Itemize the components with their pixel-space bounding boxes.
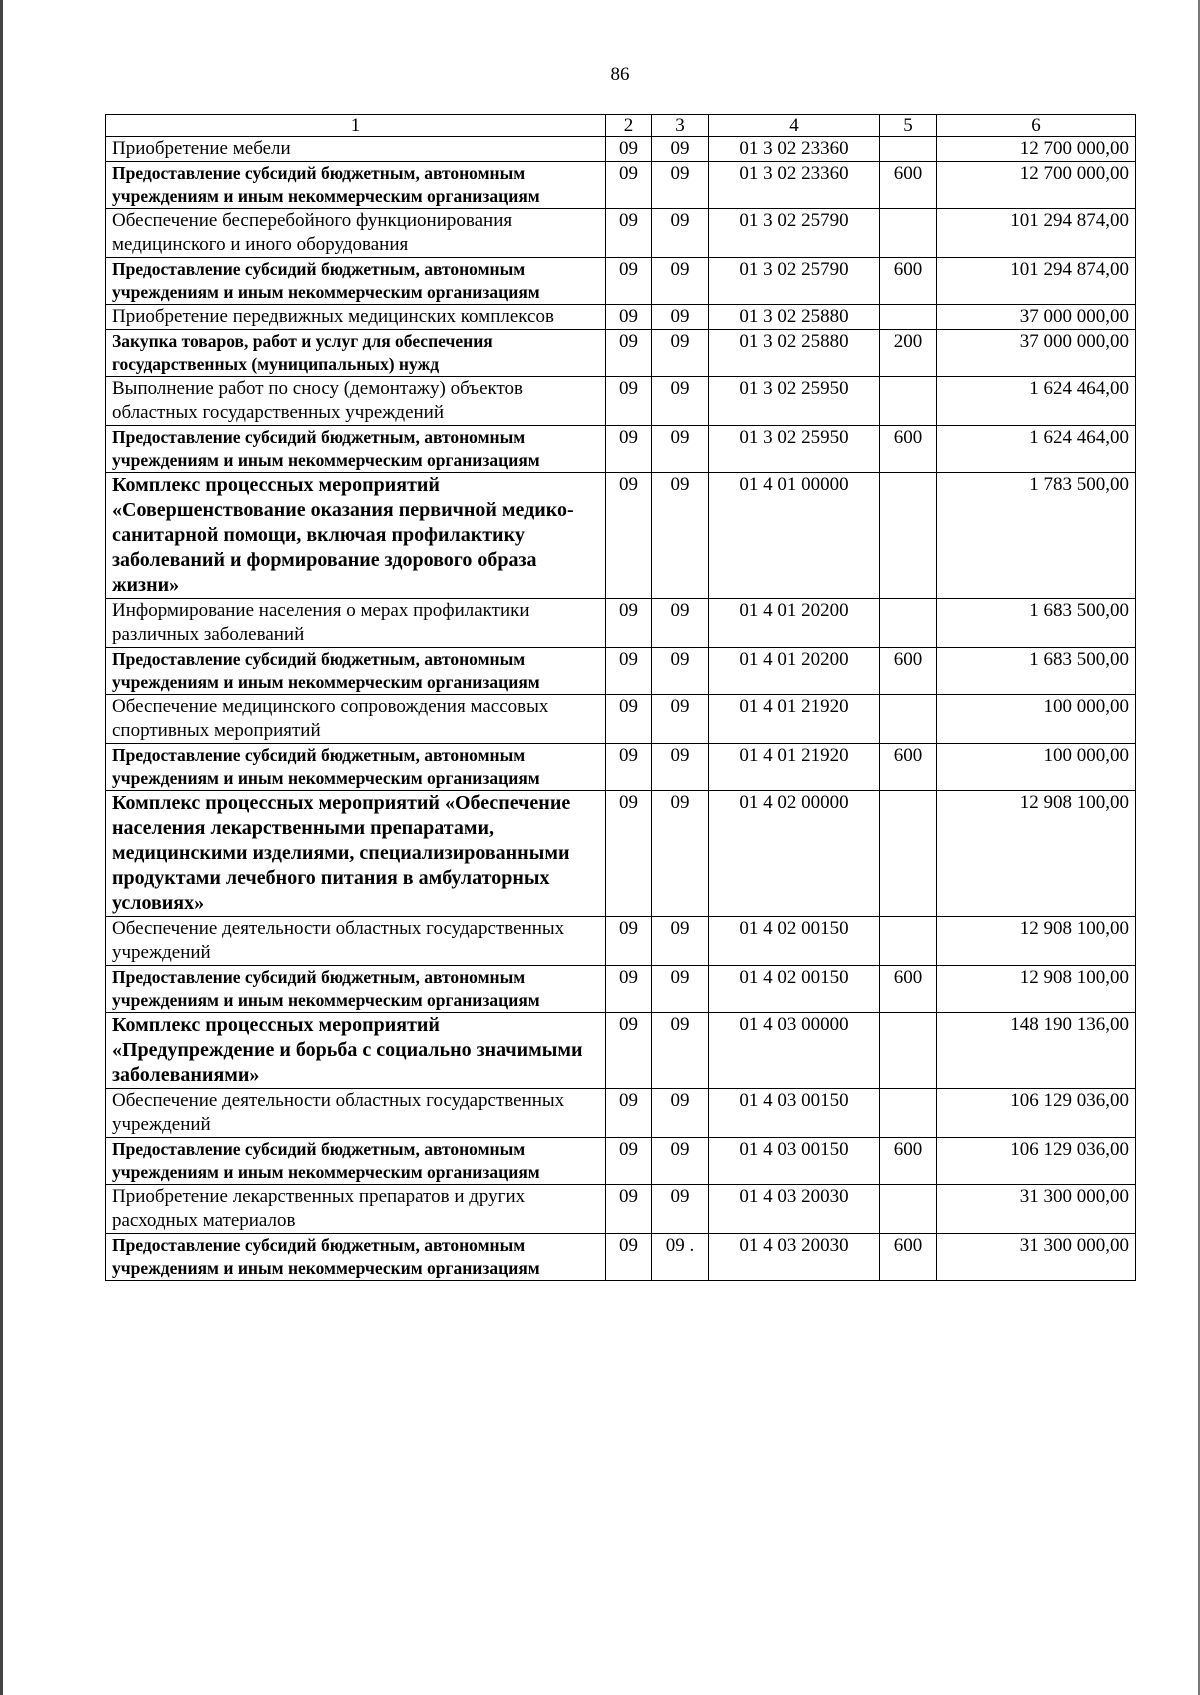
cell-description: Предоставление субсидий бюджетным, автономным учреждениям и иным некоммерческим организациям bbox=[106, 162, 606, 209]
cell-col-2: 09 bbox=[606, 258, 652, 305]
cell-col-3: 09 bbox=[652, 305, 709, 330]
table-row bbox=[106, 377, 1136, 426]
table-row bbox=[106, 426, 1136, 473]
cell-col-5: 600 bbox=[880, 744, 937, 791]
cell-col-4: 01 4 01 21920 bbox=[709, 744, 880, 791]
cell-description: Обеспечение деятельности областных государственных учреждений bbox=[106, 917, 606, 966]
cell-description: Приобретение лекарственных препаратов и других расходных материалов bbox=[106, 1185, 606, 1234]
cell-col-3: 09 bbox=[652, 1138, 709, 1185]
cell-description: Обеспечение медицинского сопровождения массовых спортивных мероприятий bbox=[106, 695, 606, 744]
cell-col-5: 600 bbox=[880, 1234, 937, 1281]
cell-col-3: 09 bbox=[652, 473, 709, 599]
cell-col-2: 09 bbox=[606, 162, 652, 209]
cell-col-5 bbox=[880, 1185, 937, 1234]
header-cell: 4 bbox=[709, 115, 880, 137]
cell-description: Предоставление субсидий бюджетным, автономным учреждениям и иным некоммерческим организациям bbox=[106, 648, 606, 695]
page-number: 86 bbox=[610, 64, 630, 85]
cell-description: Предоставление субсидий бюджетным, автономным учреждениям и иным некоммерческим организациям bbox=[106, 966, 606, 1013]
cell-description: Обеспечение деятельности областных государственных учреждений bbox=[106, 1089, 606, 1138]
cell-amount: 12 700 000,00 bbox=[937, 137, 1136, 162]
header-cell: 3 bbox=[652, 115, 709, 137]
cell-col-4: 01 4 01 00000 bbox=[709, 473, 880, 599]
header-cell: 6 bbox=[937, 115, 1136, 137]
cell-col-4: 01 3 02 25880 bbox=[709, 330, 880, 377]
cell-description: Информирование населения о мерах профилактики различных заболеваний bbox=[106, 599, 606, 648]
cell-col-2: 09 bbox=[606, 695, 652, 744]
cell-col-4: 01 3 02 25950 bbox=[709, 426, 880, 473]
cell-col-2: 09 bbox=[606, 1089, 652, 1138]
cell-col-2: 09 bbox=[606, 917, 652, 966]
cell-col-3: 09 bbox=[652, 258, 709, 305]
cell-col-3: 09 bbox=[652, 426, 709, 473]
cell-col-2: 09 bbox=[606, 1138, 652, 1185]
cell-col-4: 01 3 02 25790 bbox=[709, 209, 880, 258]
table-row bbox=[106, 258, 1136, 305]
cell-col-3: 09 bbox=[652, 137, 709, 162]
cell-description: Предоставление субсидий бюджетным, автономным учреждениям и иным некоммерческим организациям bbox=[106, 1138, 606, 1185]
cell-col-2: 09 bbox=[606, 209, 652, 258]
cell-description: Закупка товаров, работ и услуг для обеспечения государственных (муниципальных) нужд bbox=[106, 330, 606, 377]
cell-col-5 bbox=[880, 473, 937, 599]
cell-amount: 31 300 000,00 bbox=[937, 1185, 1136, 1234]
cell-col-2: 09 bbox=[606, 791, 652, 917]
cell-description: Приобретение мебели bbox=[106, 137, 606, 162]
cell-col-2: 09 bbox=[606, 377, 652, 426]
cell-col-4: 01 4 03 00000 bbox=[709, 1013, 880, 1089]
cell-col-5 bbox=[880, 377, 937, 426]
cell-amount: 1 783 500,00 bbox=[937, 473, 1136, 599]
table-row bbox=[106, 473, 1136, 599]
cell-col-5 bbox=[880, 305, 937, 330]
cell-amount: 1 624 464,00 bbox=[937, 426, 1136, 473]
cell-col-3: 09 bbox=[652, 917, 709, 966]
cell-amount: 101 294 874,00 bbox=[937, 258, 1136, 305]
table-row bbox=[106, 648, 1136, 695]
cell-amount: 37 000 000,00 bbox=[937, 330, 1136, 377]
cell-col-5 bbox=[880, 1013, 937, 1089]
cell-col-5 bbox=[880, 209, 937, 258]
cell-col-2: 09 bbox=[606, 426, 652, 473]
cell-amount: 106 129 036,00 bbox=[937, 1089, 1136, 1138]
cell-col-3: 09 bbox=[652, 695, 709, 744]
cell-description: Комплекс процессных мероприятий «Предупреждение и борьба с социально значимыми заболеваниями» bbox=[106, 1013, 606, 1089]
cell-description: Обеспечение бесперебойного функционирования медицинского и иного оборудования bbox=[106, 209, 606, 258]
cell-amount: 12 908 100,00 bbox=[937, 917, 1136, 966]
cell-col-4: 01 3 02 23360 bbox=[709, 137, 880, 162]
cell-col-4: 01 4 03 00150 bbox=[709, 1138, 880, 1185]
cell-col-3: 09 bbox=[652, 330, 709, 377]
table-row bbox=[106, 744, 1136, 791]
cell-col-4: 01 3 02 25790 bbox=[709, 258, 880, 305]
table-row bbox=[106, 1185, 1136, 1234]
table-row bbox=[106, 1234, 1136, 1281]
cell-col-3: 09 bbox=[652, 209, 709, 258]
cell-description: Предоставление субсидий бюджетным, автономным учреждениям и иным некоммерческим организациям bbox=[106, 426, 606, 473]
cell-amount: 148 190 136,00 bbox=[937, 1013, 1136, 1089]
cell-col-3: 09 bbox=[652, 1089, 709, 1138]
cell-col-4: 01 4 02 00150 bbox=[709, 917, 880, 966]
cell-col-2: 09 bbox=[606, 1185, 652, 1234]
cell-description: Предоставление субсидий бюджетным, автономным учреждениям и иным некоммерческим организациям bbox=[106, 1234, 606, 1281]
cell-col-4: 01 4 01 20200 bbox=[709, 648, 880, 695]
cell-col-2: 09 bbox=[606, 1234, 652, 1281]
cell-description: Предоставление субсидий бюджетным, автономным учреждениям и иным некоммерческим организациям bbox=[106, 258, 606, 305]
cell-description: Комплекс процессных мероприятий «Обеспечение населения лекарственными препаратами, медицинскими изделиями, специализированными продуктами лечебного питания в амбулаторных условиях» bbox=[106, 791, 606, 917]
cell-col-5 bbox=[880, 1089, 937, 1138]
cell-col-5 bbox=[880, 599, 937, 648]
cell-col-2: 09 bbox=[606, 599, 652, 648]
table-row bbox=[106, 137, 1136, 162]
cell-col-2: 09 bbox=[606, 648, 652, 695]
cell-col-3: 09 bbox=[652, 1185, 709, 1234]
cell-amount: 1 624 464,00 bbox=[937, 377, 1136, 426]
cell-col-5: 600 bbox=[880, 426, 937, 473]
cell-col-4: 01 3 02 25950 bbox=[709, 377, 880, 426]
table-row bbox=[106, 791, 1136, 917]
cell-col-4: 01 3 02 25880 bbox=[709, 305, 880, 330]
table-row bbox=[106, 305, 1136, 330]
scan-left-edge bbox=[0, 0, 3, 1695]
cell-col-5: 600 bbox=[880, 258, 937, 305]
header-cell: 2 bbox=[606, 115, 652, 137]
cell-amount: 12 908 100,00 bbox=[937, 966, 1136, 1013]
cell-col-4: 01 4 03 20030 bbox=[709, 1234, 880, 1281]
cell-col-5: 600 bbox=[880, 648, 937, 695]
cell-col-4: 01 4 01 21920 bbox=[709, 695, 880, 744]
cell-col-3: 09 bbox=[652, 648, 709, 695]
table-row bbox=[106, 1013, 1136, 1089]
cell-col-3: 09 bbox=[652, 162, 709, 209]
cell-col-4: 01 4 03 00150 bbox=[709, 1089, 880, 1138]
header-row bbox=[106, 115, 1136, 137]
cell-amount: 106 129 036,00 bbox=[937, 1138, 1136, 1185]
cell-col-5 bbox=[880, 137, 937, 162]
cell-description: Предоставление субсидий бюджетным, автономным учреждениям и иным некоммерческим организациям bbox=[106, 744, 606, 791]
cell-col-2: 09 bbox=[606, 966, 652, 1013]
table-row bbox=[106, 599, 1136, 648]
cell-col-3: 09 bbox=[652, 377, 709, 426]
cell-col-3: 09 . bbox=[652, 1234, 709, 1281]
cell-col-2: 09 bbox=[606, 137, 652, 162]
table-row bbox=[106, 695, 1136, 744]
cell-col-5: 600 bbox=[880, 966, 937, 1013]
cell-col-5: 600 bbox=[880, 1138, 937, 1185]
cell-col-5 bbox=[880, 695, 937, 744]
header-cell: 5 bbox=[880, 115, 937, 137]
cell-description: Приобретение передвижных медицинских комплексов bbox=[106, 305, 606, 330]
cell-col-5: 200 bbox=[880, 330, 937, 377]
table-row bbox=[106, 1138, 1136, 1185]
cell-col-4: 01 4 01 20200 bbox=[709, 599, 880, 648]
cell-amount: 101 294 874,00 bbox=[937, 209, 1136, 258]
table-row bbox=[106, 1089, 1136, 1138]
cell-col-3: 09 bbox=[652, 744, 709, 791]
header-cell: 1 bbox=[106, 115, 606, 137]
table-row bbox=[106, 330, 1136, 377]
cell-col-4: 01 3 02 23360 bbox=[709, 162, 880, 209]
cell-amount: 12 908 100,00 bbox=[937, 791, 1136, 917]
cell-col-3: 09 bbox=[652, 966, 709, 1013]
table-row bbox=[106, 917, 1136, 966]
budget-table bbox=[105, 114, 1136, 1281]
cell-col-5 bbox=[880, 917, 937, 966]
cell-col-2: 09 bbox=[606, 1013, 652, 1089]
cell-col-5 bbox=[880, 791, 937, 917]
cell-col-5: 600 bbox=[880, 162, 937, 209]
cell-col-2: 09 bbox=[606, 305, 652, 330]
cell-col-2: 09 bbox=[606, 473, 652, 599]
cell-description: Выполнение работ по сносу (демонтажу) объектов областных государственных учреждений bbox=[106, 377, 606, 426]
cell-col-2: 09 bbox=[606, 330, 652, 377]
cell-col-3: 09 bbox=[652, 791, 709, 917]
cell-col-4: 01 4 03 20030 bbox=[709, 1185, 880, 1234]
cell-col-2: 09 bbox=[606, 744, 652, 791]
cell-amount: 37 000 000,00 bbox=[937, 305, 1136, 330]
table-row bbox=[106, 162, 1136, 209]
cell-col-3: 09 bbox=[652, 599, 709, 648]
cell-col-4: 01 4 02 00150 bbox=[709, 966, 880, 1013]
cell-amount: 1 683 500,00 bbox=[937, 648, 1136, 695]
table-row bbox=[106, 966, 1136, 1013]
table-row bbox=[106, 209, 1136, 258]
cell-amount: 31 300 000,00 bbox=[937, 1234, 1136, 1281]
cell-description: Комплекс процессных мероприятий «Совершенствование оказания первичной медико-санитарной помощи, включая профилактику заболеваний и формирование здорового образа жизни» bbox=[106, 473, 606, 599]
cell-amount: 100 000,00 bbox=[937, 695, 1136, 744]
cell-col-4: 01 4 02 00000 bbox=[709, 791, 880, 917]
cell-amount: 12 700 000,00 bbox=[937, 162, 1136, 209]
cell-amount: 100 000,00 bbox=[937, 744, 1136, 791]
cell-amount: 1 683 500,00 bbox=[937, 599, 1136, 648]
cell-col-3: 09 bbox=[652, 1013, 709, 1089]
